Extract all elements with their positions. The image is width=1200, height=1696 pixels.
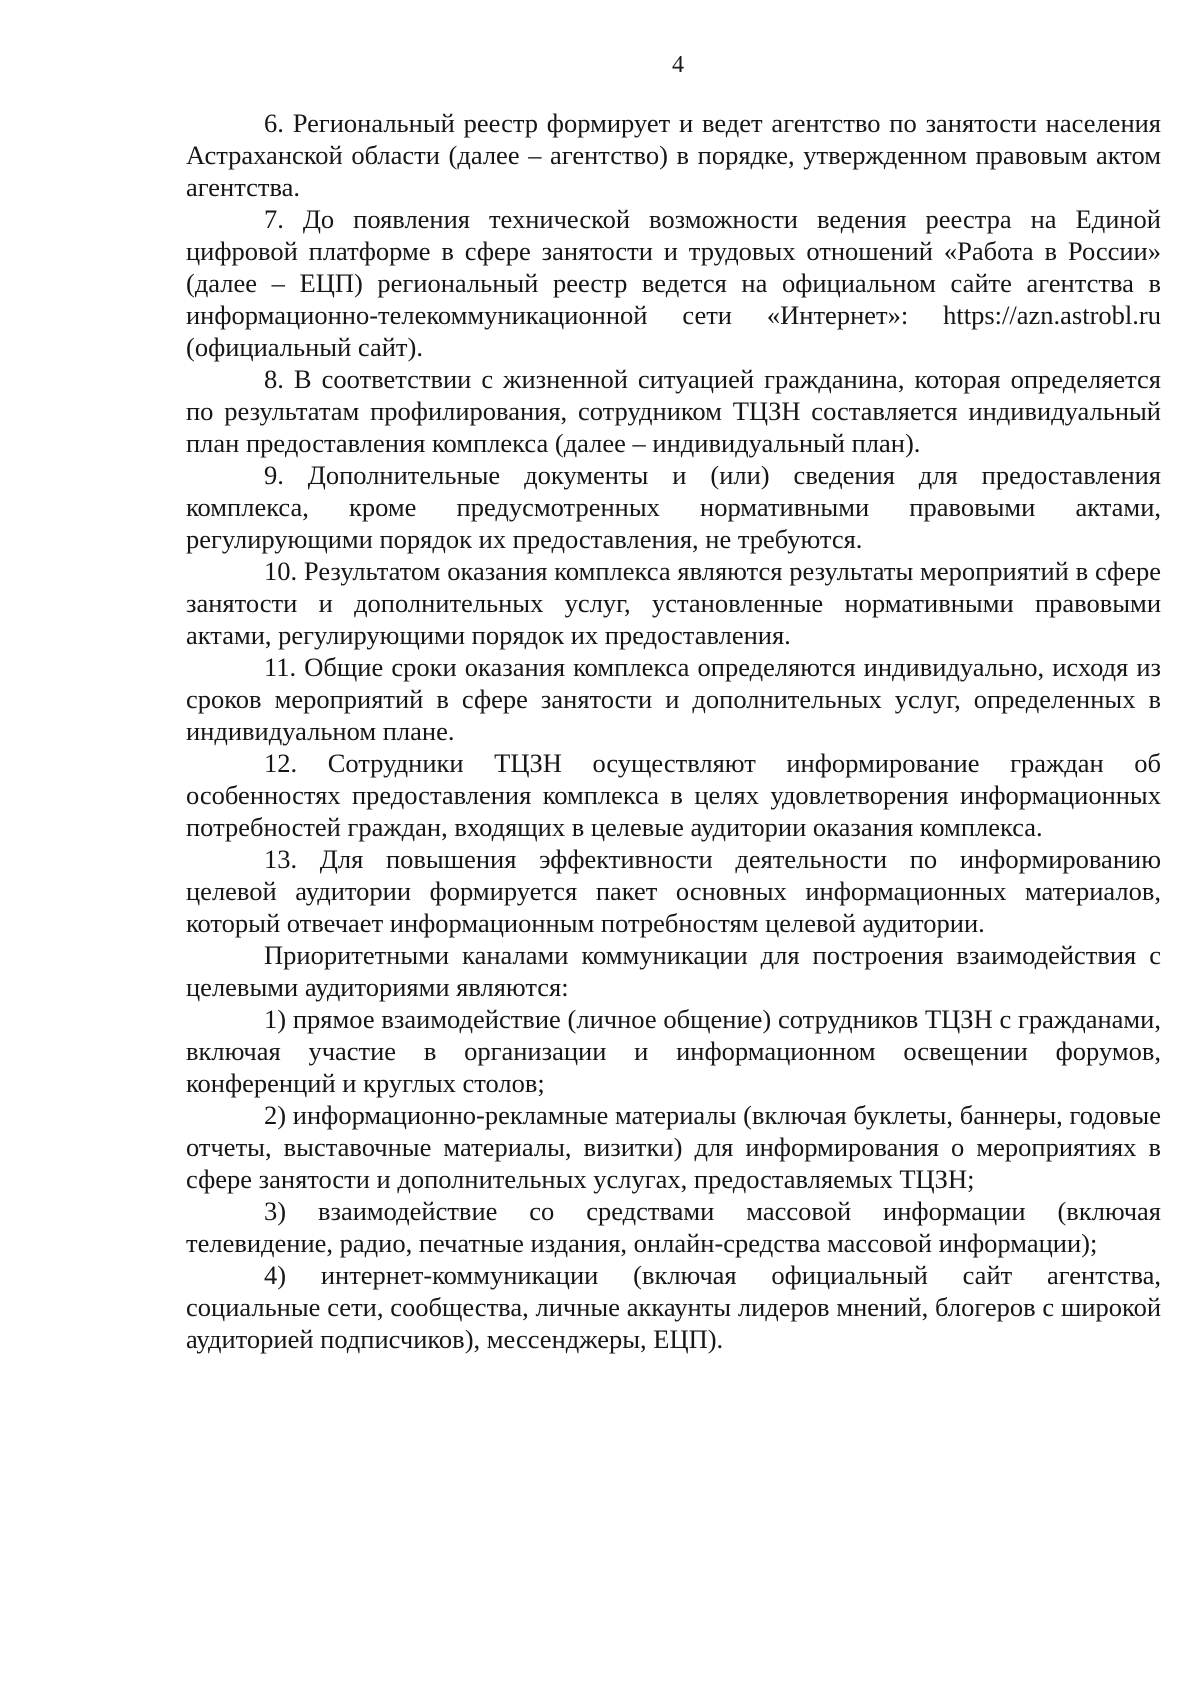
page-number: 4 xyxy=(672,52,684,78)
paragraph-6: 6. Региональный реестр формирует и ведет агентство по занятости населения Астраханской области (далее – агентство) в порядке, утвержденном правовым актом агентства. xyxy=(186,108,1161,202)
document-body xyxy=(186,107,1161,1355)
paragraph-13: 13. Для повышения эффективности деятельности по информированию целевой аудитории формируется пакет основных информационных материалов, который отвечает информационным потребностям целевой аудитории. xyxy=(186,844,1161,938)
list-item-1: 1) прямое взаимодействие (личное общение) сотрудников ТЦЗН с гражданами, включая участие в организации и информационном освещении форумов, конференций и круглых столов; xyxy=(186,1004,1161,1098)
paragraph-9: 9. Дополнительные документы и (или) сведения для предоставления комплекса, кроме предусмотренных нормативными правовыми актами, регулирующими порядок их предоставления, не требуются. xyxy=(186,460,1161,554)
paragraph-11: 11. Общие сроки оказания комплекса определяются индивидуально, исходя из сроков мероприятий в сфере занятости и дополнительных услуг, определенных в индивидуальном плане. xyxy=(186,652,1161,746)
list-item-3: 3) взаимодействие со средствами массовой информации (включая телевидение, радио, печатные издания, онлайн-средства массовой информации); xyxy=(186,1196,1161,1258)
paragraph-12: 12. Сотрудники ТЦЗН осуществляют информирование граждан об особенностях предоставления комплекса в целях удовлетворения информационных потребностей граждан, входящих в целевые аудитории оказания комплекса. xyxy=(186,748,1161,842)
paragraph-10: 10. Результатом оказания комплекса являются результаты мероприятий в сфере занятости и дополнительных услуг, установленные нормативными правовыми актами, регулирующими порядок их предоставления. xyxy=(186,556,1161,650)
paragraph-7: 7. До появления технической возможности ведения реестра на Единой цифровой платформе в сфере занятости и трудовых отношений «Работа в России» (далее – ЕЦП) региональный реестр ведется на официальном сайте агентства в информационно-телекоммуникационной сети «Интернет»: https://azn.astrobl.ru (официальный сайт). xyxy=(186,204,1161,362)
paragraph-8: 8. В соответствии с жизненной ситуацией гражданина, которая определяется по результатам профилирования, сотрудником ТЦЗН составляется индивидуальный план предоставления комплекса (далее – индивидуальный план). xyxy=(186,364,1161,458)
paragraph-channels-intro: Приоритетными каналами коммуникации для построения взаимодействия с целевыми аудиториями являются: xyxy=(186,940,1161,1002)
list-item-4: 4) интернет-коммуникации (включая официальный сайт агентства, социальные сети, сообщества, личные аккаунты лидеров мнений, блогеров с широкой аудиторией подписчиков), мессенджеры, ЕЦП). xyxy=(186,1260,1161,1354)
list-item-2: 2) информационно-рекламные материалы (включая буклеты, баннеры, годовые отчеты, выставочные материалы, визитки) для информирования о мероприятиях в сфере занятости и дополнительных услугах, предоставляемых ТЦЗН; xyxy=(186,1100,1161,1194)
